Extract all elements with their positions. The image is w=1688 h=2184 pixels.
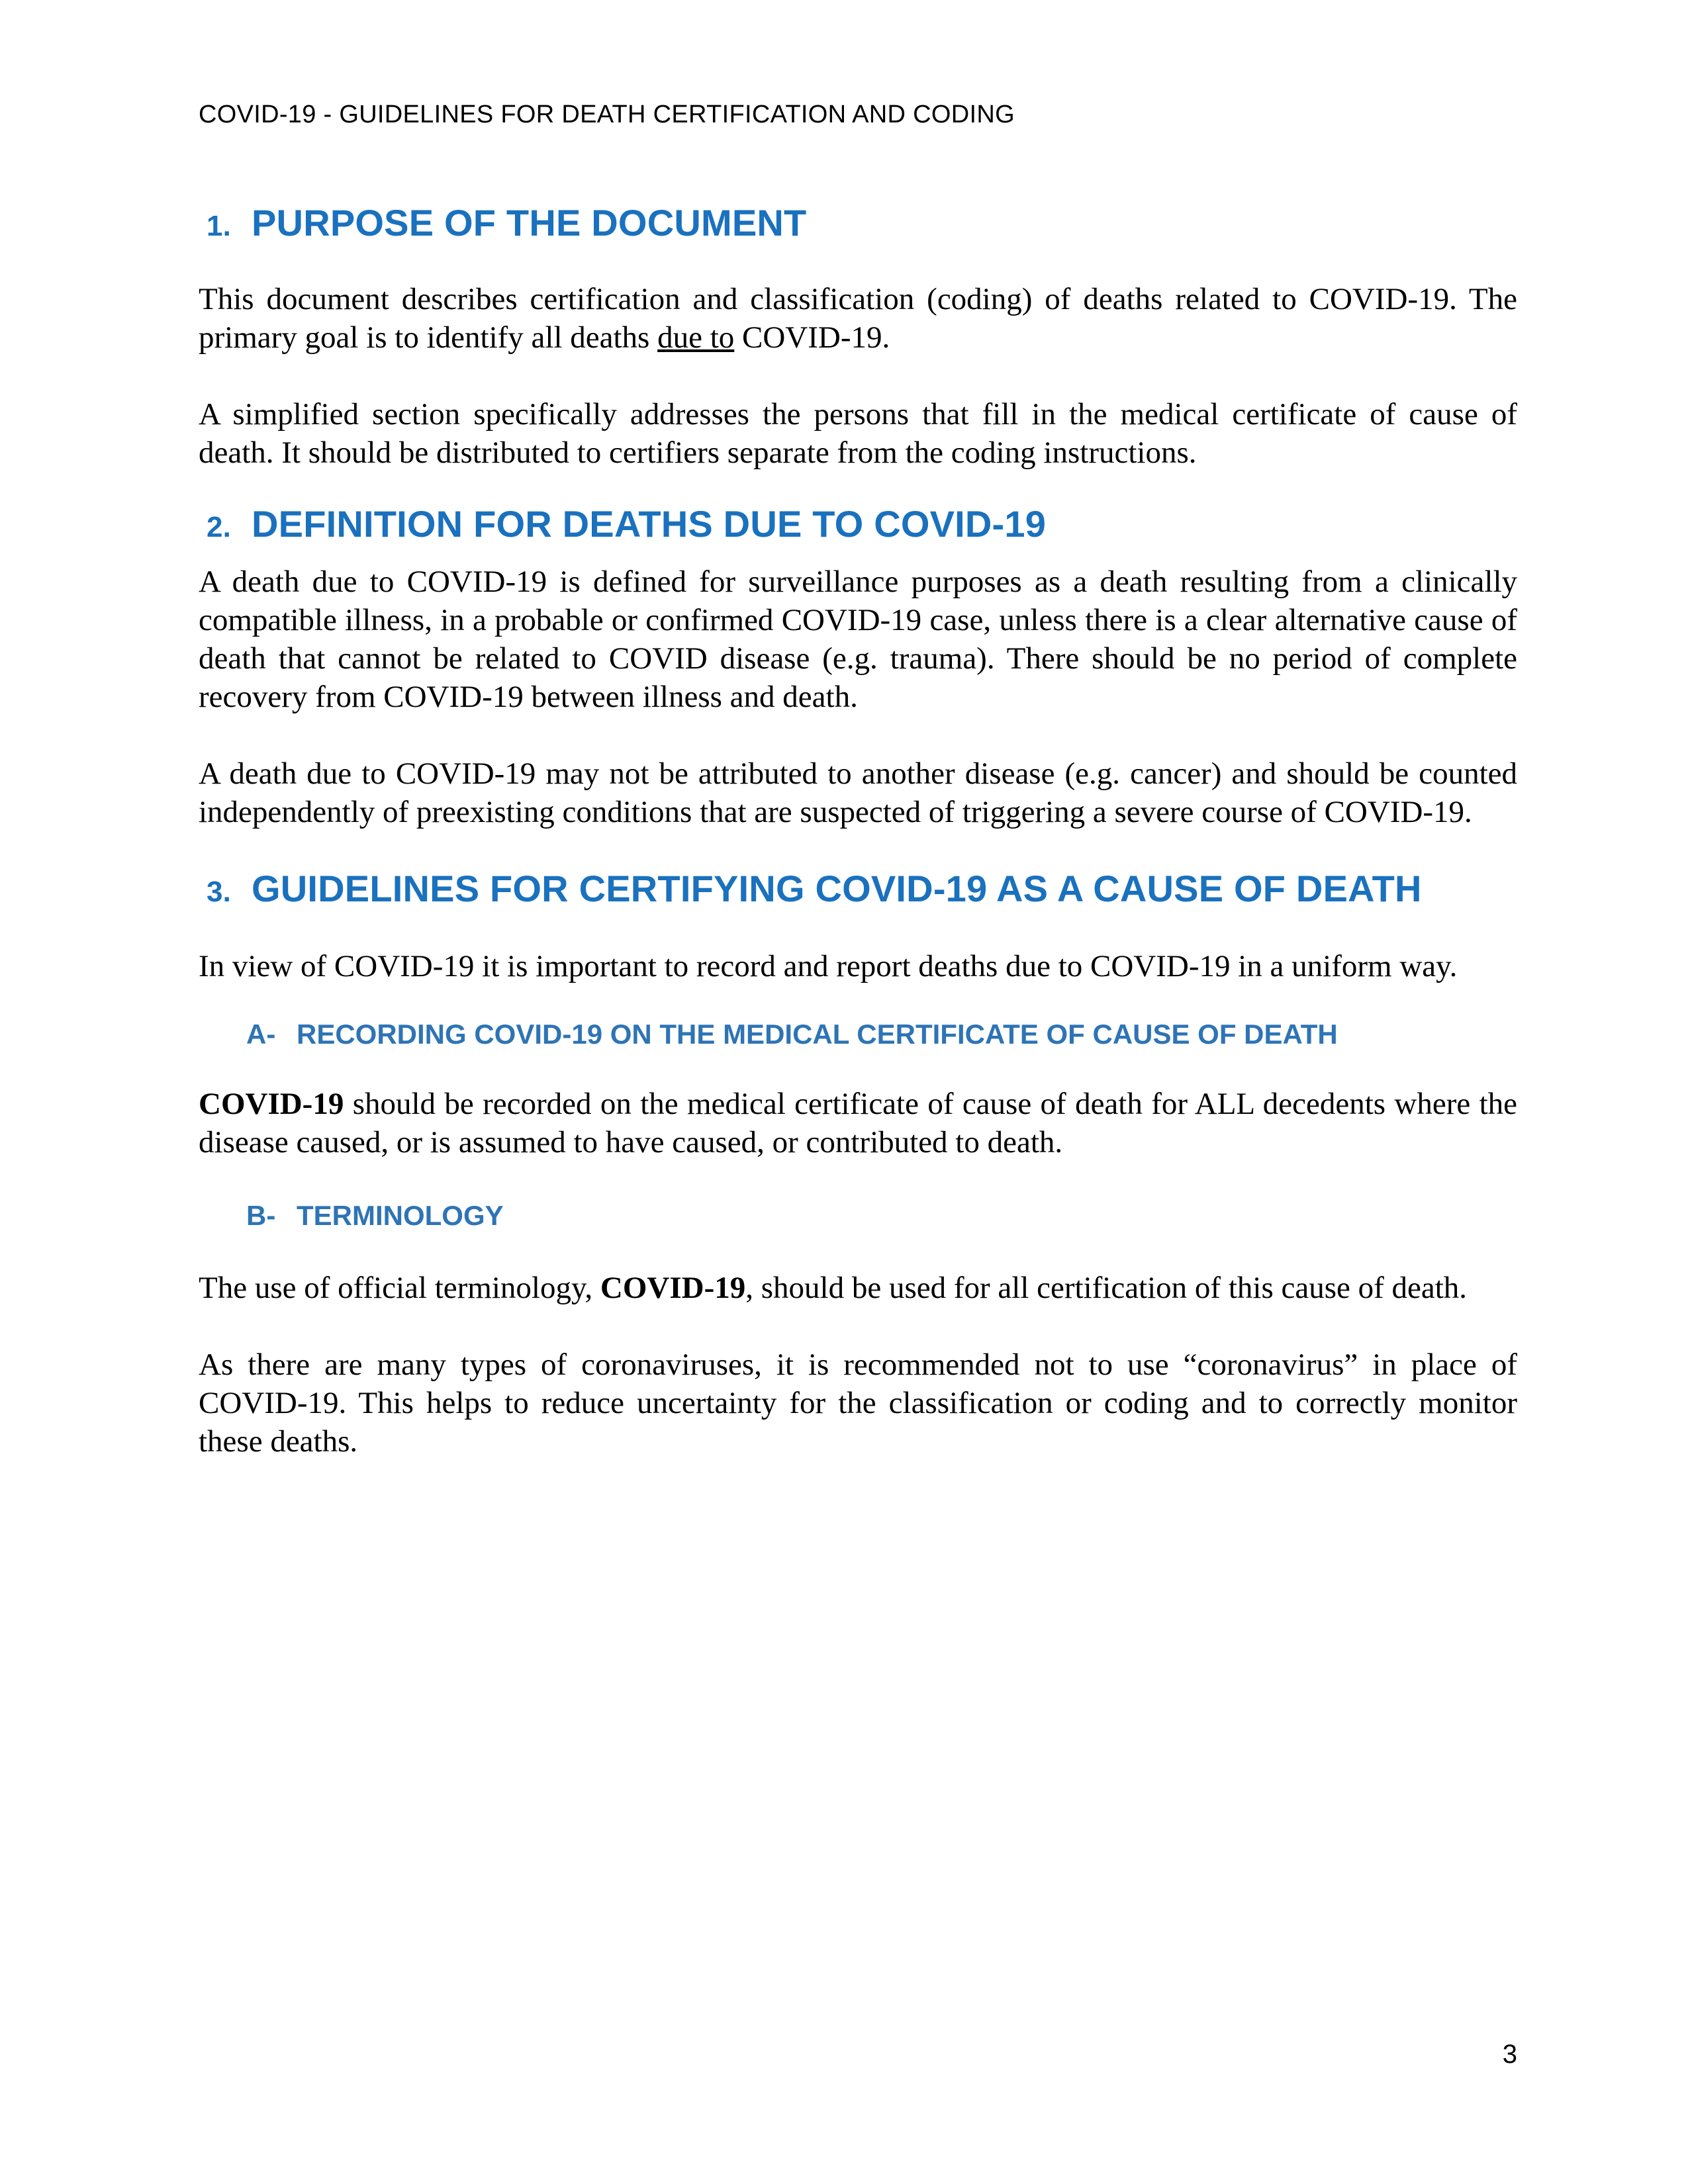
bold-term: COVID-19 — [199, 1087, 344, 1121]
subsection-b-paragraph-1 — [199, 1269, 1517, 1307]
subsection-a-title: RECORDING COVID-19 ON THE MEDICAL CERTIFICATE OF CAUSE OF DEATH — [297, 1019, 1338, 1050]
section-1-number: 1. — [207, 210, 232, 242]
section-2-number: 2. — [207, 511, 232, 543]
section-2-paragraph-1: A death due to COVID-19 is defined for surveillance purposes as a death resulting from a clinically compatible illness, in a probable or confirmed COVID-19 case, unless there is a clear alternative cause of death that cannot be related to COVID disease (e.g. trauma). There should be no period of complete recovery from COVID-19 between illness and death. — [199, 565, 1517, 714]
section-1-paragraph-2: A simplified section specifically addresses the persons that fill in the medical certificate of cause of death. It should be distributed to certifiers separate from the coding instructions. — [199, 397, 1517, 470]
subsection-b-letter: B- — [246, 1200, 276, 1231]
subsection-a-letter: A- — [246, 1019, 276, 1050]
subsection-a-heading — [199, 1019, 1517, 1050]
paragraph-text: The use of official terminology, — [199, 1271, 600, 1305]
section-2-heading — [199, 502, 1517, 545]
section-3-number: 3. — [207, 876, 232, 908]
underlined-text: due to — [657, 320, 735, 355]
section-3-heading — [199, 867, 1517, 910]
section-3-paragraph-1: In view of COVID-19 it is important to record and report deaths due to COVID-19 in a uniform way. — [199, 949, 1458, 983]
section-1-heading — [199, 201, 1517, 244]
section-2-title: DEFINITION FOR DEATHS DUE TO COVID-19 — [252, 503, 1047, 545]
paragraph-text: COVID-19. — [734, 320, 890, 355]
section-3-title: GUIDELINES FOR CERTIFYING COVID-19 AS A CAUSE OF DEATH — [252, 868, 1422, 909]
section-1-paragraph-1 — [199, 280, 1517, 357]
paragraph-text: This document describes certification and classification (coding) of deaths related to COVID-19. The primary goal is to identify all deaths — [199, 282, 1517, 355]
subsection-b-paragraph-2: As there are many types of coronaviruses, it is recommended not to use “coronavirus” in place of COVID-19. This helps to reduce uncertainty for the classification or coding and to correctly monitor these deaths. — [199, 1347, 1517, 1459]
bold-term: COVID-19 — [600, 1271, 746, 1305]
page-content — [199, 192, 1517, 1461]
subsection-b-heading — [199, 1200, 1517, 1232]
subsection-a-paragraph — [199, 1085, 1517, 1161]
section-2-paragraph-2: A death due to COVID-19 may not be attributed to another disease (e.g. cancer) and should be counted independently of preexisting conditions that are suspected of triggering a severe course of COVID-19. — [199, 756, 1517, 829]
page-number: 3 — [1502, 2040, 1517, 2069]
subsection-b-title: TERMINOLOGY — [297, 1200, 504, 1231]
paragraph-text: should be recorded on the medical certificate of cause of death for ALL decedents where the disease caused, or is assumed to have caused, or contributed to death. — [199, 1087, 1517, 1160]
paragraph-text: , should be used for all certification of this cause of death. — [745, 1271, 1468, 1305]
running-header: COVID-19 - GUIDELINES FOR DEATH CERTIFICATION AND CODING — [199, 101, 1015, 128]
section-1-title: PURPOSE OF THE DOCUMENT — [252, 202, 807, 244]
